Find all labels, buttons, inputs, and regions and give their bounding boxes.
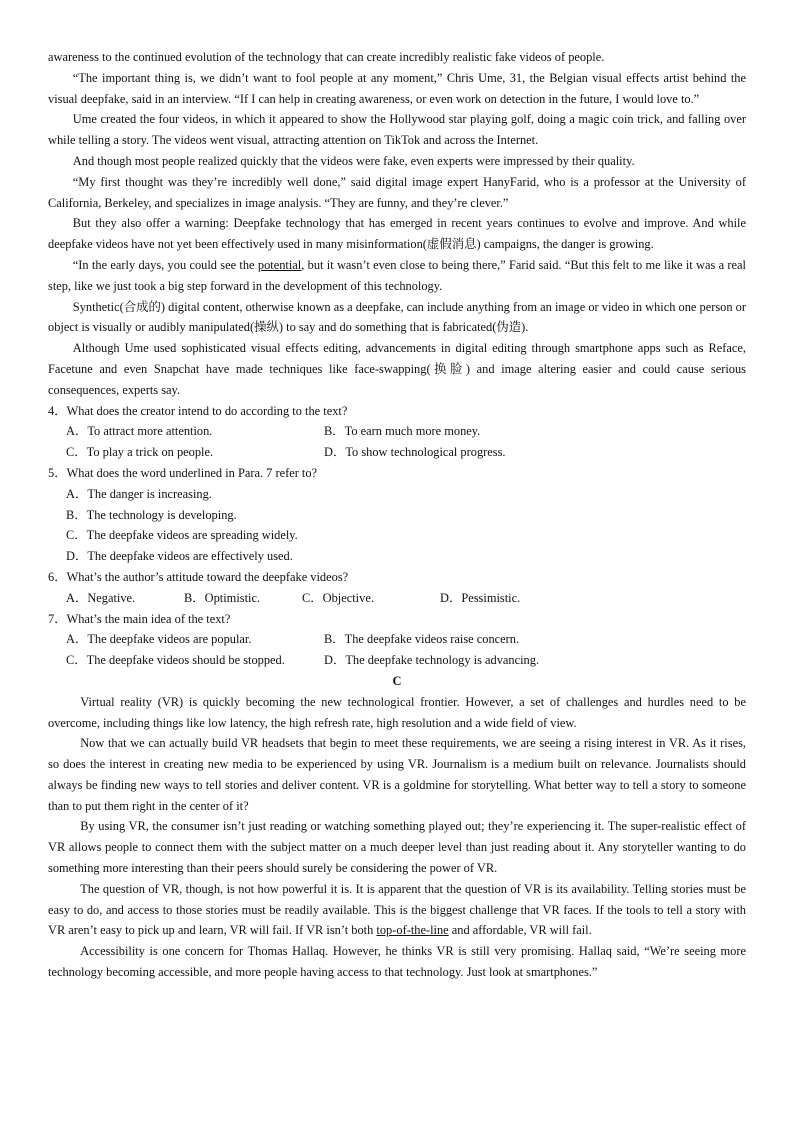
para4-after: and affordable, VR will fail. [448, 923, 592, 938]
section-heading-c: C [392, 673, 402, 688]
option-c: C．To play a trick on people. [66, 445, 214, 460]
question-stem: 7．What’s the main idea of the text? [48, 611, 231, 626]
option-d: D．The deepfake videos are effectively used. [66, 549, 293, 564]
para7-after: , but it wasn’t even close to being there,” Farid said. “But this felt to me like it was a real step, like we just took a big step forward in the development of this technology. [48, 257, 746, 293]
option-d: D．Pessimistic. [440, 590, 521, 605]
options [48, 588, 746, 609]
option-d: D．To show technological progress. [324, 445, 506, 460]
option-b: B．Optimistic. [184, 590, 261, 605]
option-d: D．The deepfake technology is advancing. [324, 653, 540, 668]
question-stem: 6．What’s the author’s attitude toward the deepfake videos? [48, 569, 349, 584]
passage-b-paragraph: awareness to the continued evolution of the technology that can create incredibly realistic fake videos of people. [48, 50, 605, 64]
para7-before: “In the early days, you could see the [72, 257, 258, 272]
option-b: B．To earn much more money. [324, 424, 481, 439]
passage-b-paragraph: Synthetic(合成的) digital content, otherwise known as a deepfake, can include anything from an image or video in which one person or object is visually or audibly manipulated(操纵) to say and do something that is fabricated(伪造). [48, 299, 746, 335]
option-c: C．Objective. [302, 590, 374, 605]
underlined-word-potential: potential [257, 257, 302, 272]
option-a: A．To attract more attention. [66, 424, 213, 439]
question-stem: 5．What does the word underlined in Para. 7 refer to? [48, 465, 318, 480]
options [48, 421, 746, 463]
options [48, 484, 746, 567]
option-a: A．Negative. [66, 590, 136, 605]
question-5 [48, 463, 746, 567]
option-c: C．The deepfake videos are spreading widely. [66, 528, 298, 543]
option-c: C．The deepfake videos should be stopped. [66, 653, 285, 668]
option-a: A．The danger is increasing. [66, 486, 212, 501]
option-b: B．The deepfake videos raise concern. [324, 632, 520, 647]
para4-before: The question of VR, though, is not how powerful it is. It is apparent that the question of VR is its availability. Telling stories must be easy to do, and access to those stories must be readily available. This is the biggest challenge that VR faces. If the tools to tell a story with VR aren’t easy to pick up and learn, VR will fail. If VR isn’t both [48, 881, 746, 938]
passage-c-paragraph-4 [48, 879, 746, 941]
passage-c-paragraph: By using VR, the consumer isn’t just reading or watching something played out; they’re experiencing it. The super-realistic effect of VR allows people to connect them with the subject matter on a much deeper level than just reading about it. Any storyteller wanting to do something more interesting than their peers should surely be considering the power of VR. [48, 819, 746, 876]
passage-c-paragraph: Virtual reality (VR) is quickly becoming the new technological frontier. However, a set of challenges and hurdles need to be overcome, including things like low latency, the high refresh rate, high resolution and a wide field of view. [48, 694, 746, 730]
options [48, 629, 746, 671]
passage-c-paragraph: Accessibility is one concern for Thomas Hallaq. However, he thinks VR is still very promising. Hallaq said, “We’re seeing more technology becoming accessible, and more people having access to that technology. Just look at smartphones.” [48, 944, 746, 980]
passage-b-paragraph: But they also offer a warning: Deepfake technology that has emerged in recent years continues to evolve and improve. And while deepfake videos have not yet been effectively used in many misinformation(虚假消息) campaigns, the danger is growing. [48, 216, 746, 252]
option-b: B．The technology is developing. [66, 507, 237, 522]
passage-b-paragraph: Although Ume used sophisticated visual effects editing, advancements in digital editing through smartphone apps such as Reface, Facetune and even Snapchat have made techniques like face-swapping(换脸) and image altering easier and could cause serious consequences, experts say. [48, 341, 746, 397]
passage-b-paragraph: “The important thing is, we didn’t want to fool people at any moment,” Chris Ume, 31, the Belgian visual effects artist behind the visual deepfake, said in an interview. “If I can help in creating awareness, or even work on detection in the future, I would love to.” [48, 70, 746, 106]
passage-b-paragraph-7 [48, 255, 746, 297]
passage-b-paragraph: Ume created the four videos, in which it appeared to show the Hollywood star playing golf, doing a magic coin trick, and falling over while telling a story. The videos went visual, attracting attention on TikTok and across the Internet. [48, 112, 746, 148]
document-page [48, 47, 746, 983]
question-4 [48, 401, 746, 463]
underlined-phrase-top-of-the-line: top-of-the-line [376, 923, 449, 938]
option-a: A．The deepfake videos are popular. [66, 632, 252, 647]
question-7 [48, 609, 746, 671]
passage-b-paragraph: And though most people realized quickly that the videos were fake, even experts were impressed by their quality. [72, 153, 635, 168]
question-6 [48, 567, 746, 609]
question-stem: 4．What does the creator intend to do according to the text? [48, 403, 348, 418]
passage-b-paragraph: “My first thought was they’re incredibly well done,” said digital image expert HanyFarid, who is a professor at the University of California, Berkeley, and specializes in image analysis. “They are funny, and they’re clever.” [48, 174, 746, 210]
passage-c-paragraph: Now that we can actually build VR headsets that begin to meet these requirements, we are seeing a rising interest in VR. As it rises, so does the interest in creating new media to be experienced by using VR. Journalism is a medium built on relevance. Journalists should always be finding new ways to tell stories and deliver content. VR is a goldmine for storytelling. What better way to tell a story to someone than to put them right in the center of it? [48, 736, 746, 813]
